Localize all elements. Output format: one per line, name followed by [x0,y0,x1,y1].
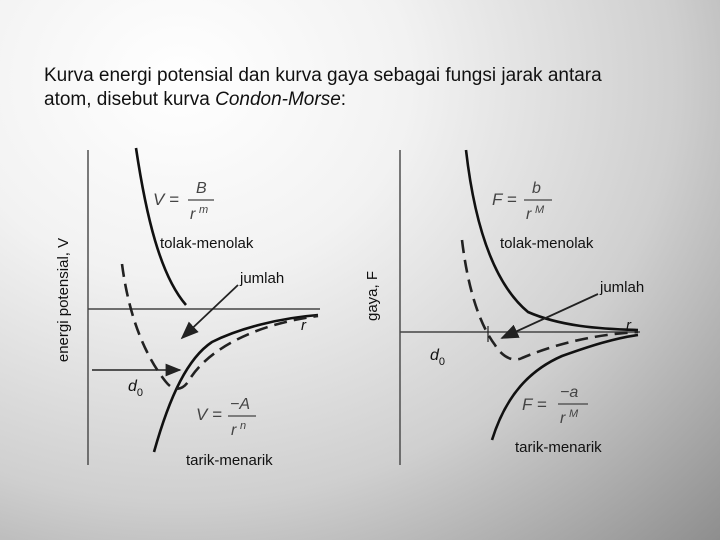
svg-text:m: m [199,204,209,216]
left-sum-label: jumlah [240,270,285,287]
svg-text:V =: V = [196,405,222,424]
svg-text:B: B [196,180,207,197]
left-x-axis-label: r [301,317,306,334]
svg-text:M: M [569,408,579,420]
left-eq-repulsive [153,180,214,223]
svg-text:F =: F = [492,190,517,209]
svg-text:r: r [526,206,532,223]
right-repulsive-label: tolak-menolak [500,235,594,252]
left-eq-attractive [196,396,256,439]
right-y-axis-label: gaya, F [364,270,381,322]
svg-text:−a: −a [560,384,579,401]
left-repulsive-curve [136,148,186,305]
svg-text:M: M [535,204,545,216]
left-attractive-label: tarik-menarik [186,452,273,469]
right-graph [364,150,644,465]
title-line2-prefix: atom, disebut kurva [44,89,216,110]
svg-text:r: r [560,410,566,427]
right-attractive-label: tarik-menarik [515,439,602,456]
right-x-axis-label: r [626,317,631,334]
title-line2-emphasis: Condon-Morse [215,89,341,110]
left-d0-label: $d_0$ [128,378,144,399]
title-line2-suffix: : [340,89,347,110]
left-sum-pointer [182,285,238,338]
svg-text:r: r [231,422,237,439]
right-sum-label: jumlah [600,279,645,296]
right-d0-subscript: 0 [438,356,446,368]
right-eq-repulsive [492,180,552,223]
svg-text:b: b [532,180,541,197]
left-y-axis-label: energi potensial, V [55,237,72,363]
title-line1: Kurva energi potensial dan kurva gaya sebagai fungsi jarak antara [44,65,602,86]
left-d0-subscript: 0 [136,387,144,399]
right-eq-attractive [522,384,588,427]
svg-text:r: r [190,206,196,223]
svg-text:F =: F = [522,395,547,414]
svg-text:n: n [240,420,247,432]
svg-text:−A: −A [230,396,251,413]
right-d0-label: $d_0$ [430,347,446,368]
left-graph [55,148,320,469]
left-repulsive-label: tolak-menolak [160,235,254,252]
svg-text:V =: V = [153,190,179,209]
